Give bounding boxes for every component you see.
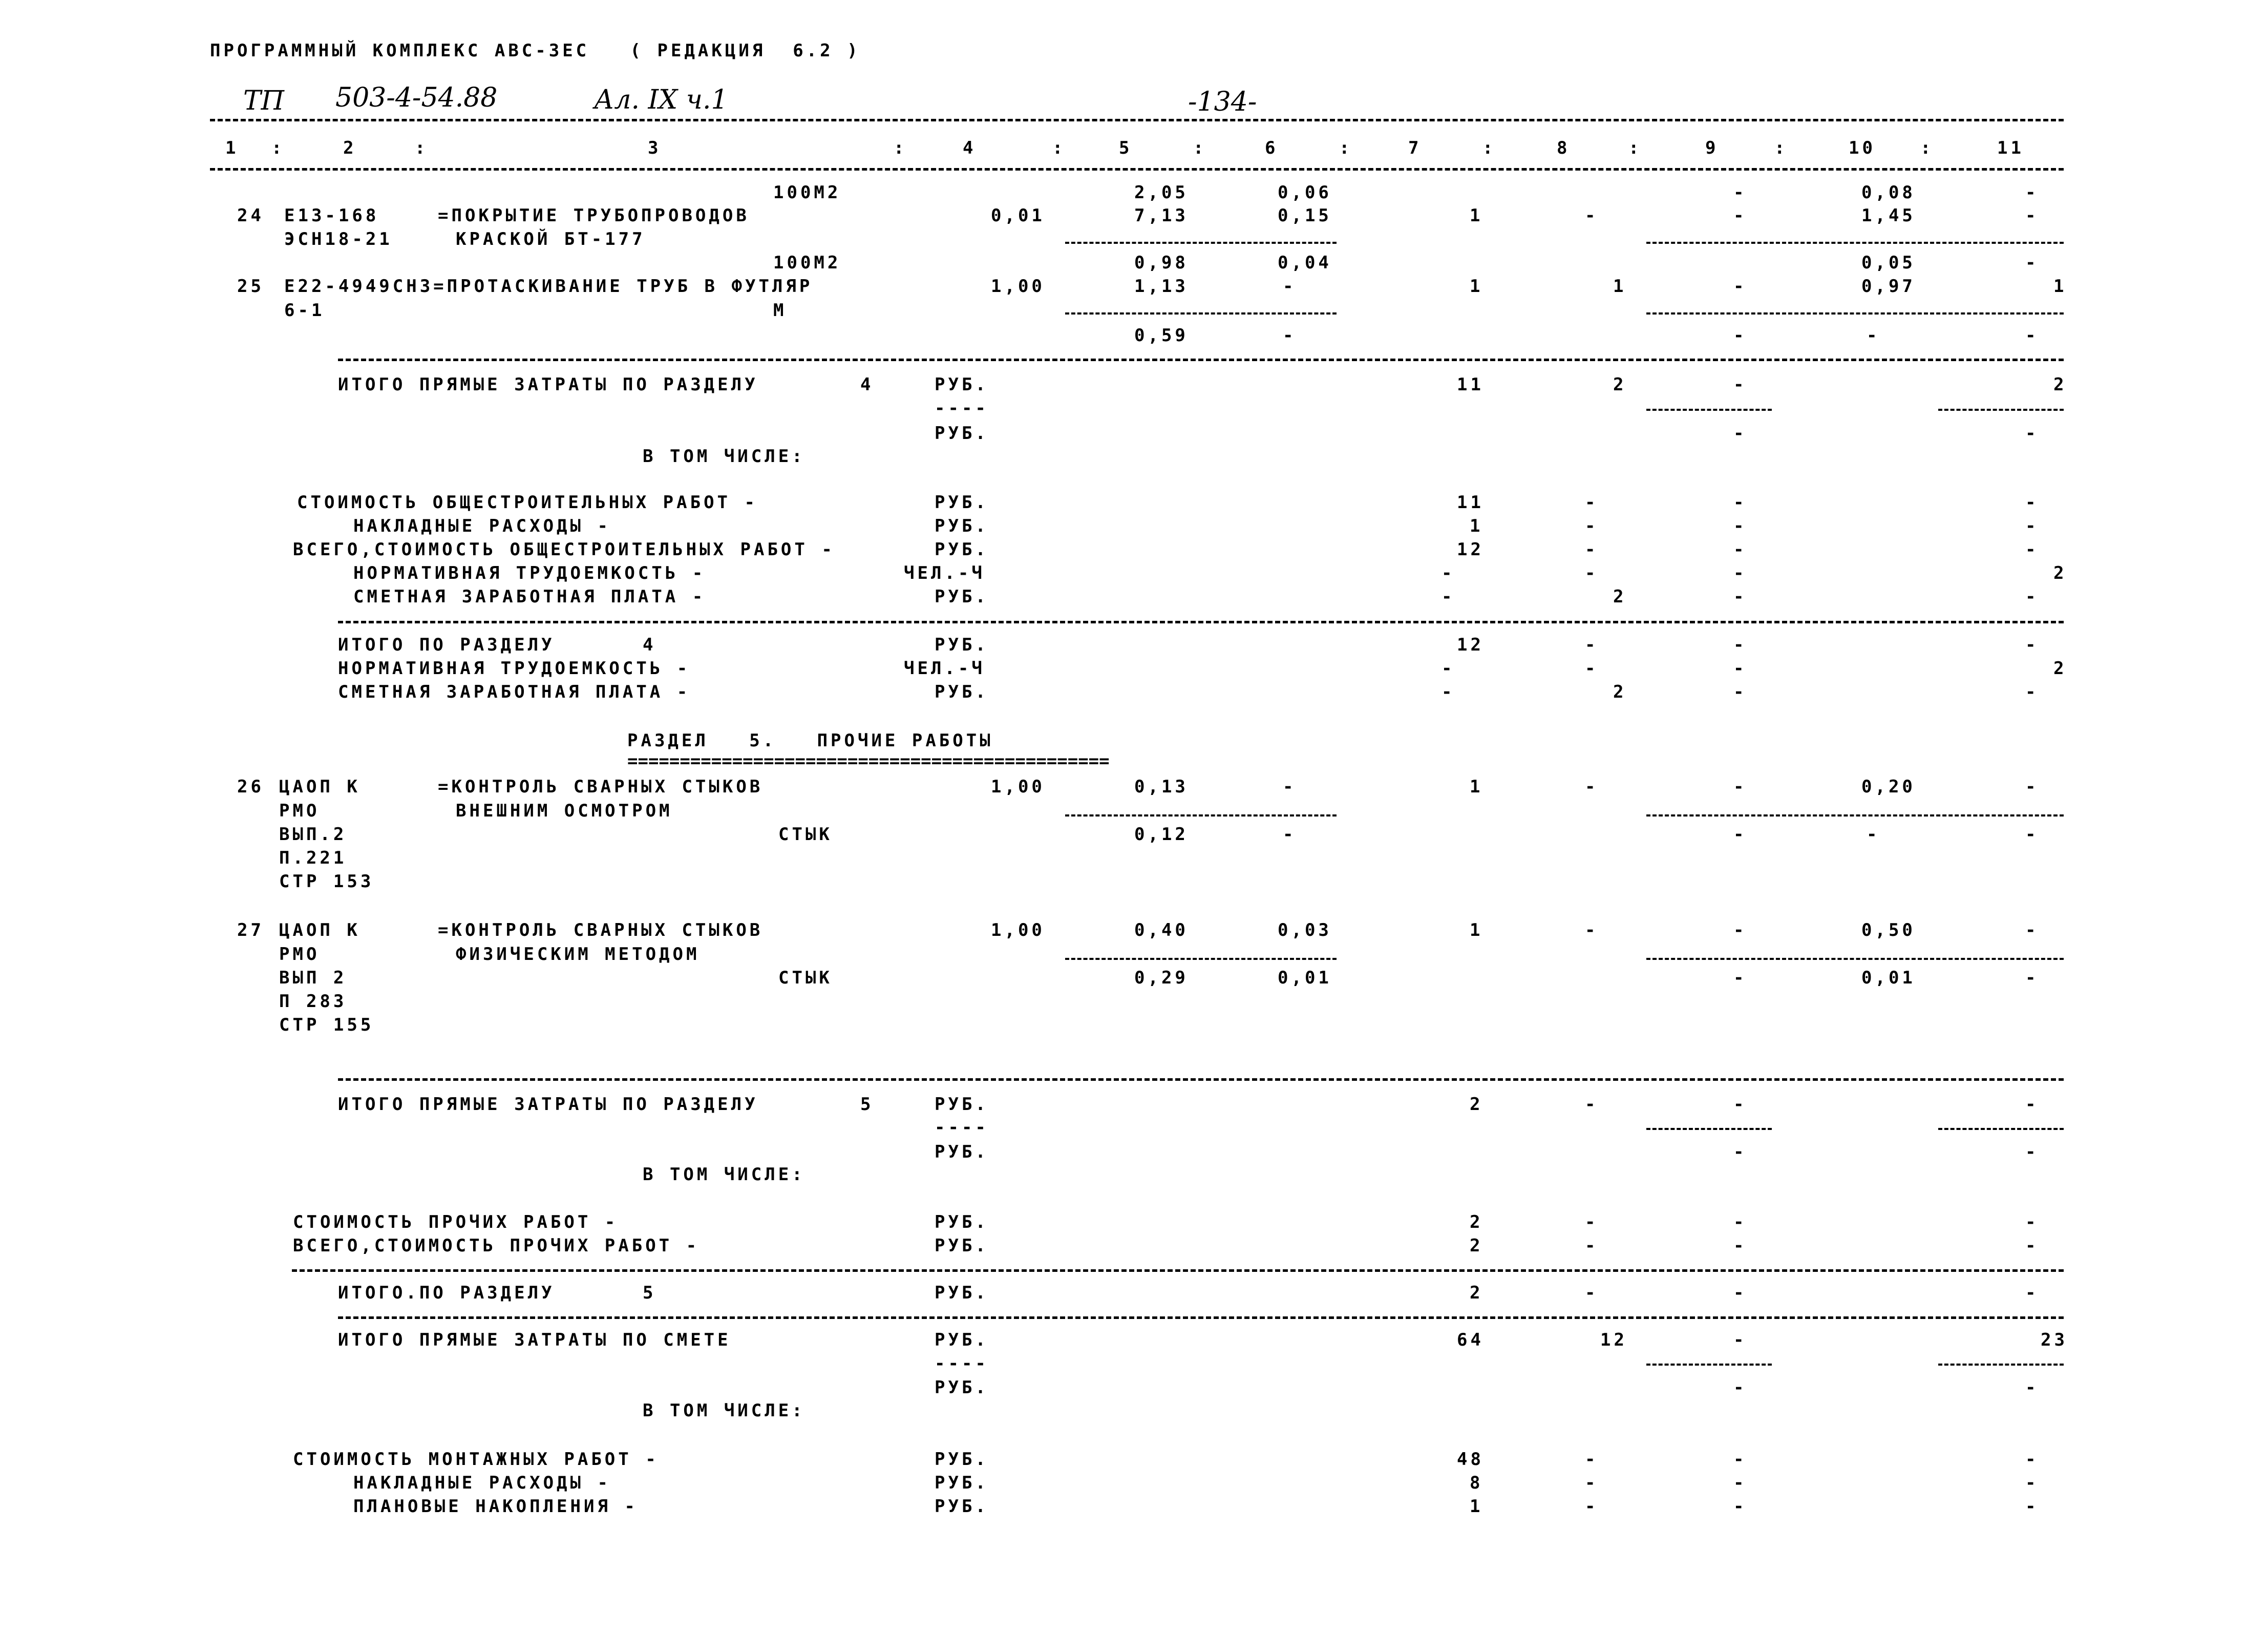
cell-col9: - [1733,374,1747,395]
unit-label: РУБ. [935,1212,989,1232]
work-description: =КОНТРОЛЬ СВАРНЫХ СТЫКОВ [438,777,764,797]
cell-col8: - [1585,658,1599,679]
cell-col5: 1,13 [1134,276,1189,297]
unit-label: РУБ. [935,682,989,702]
cell-col8: - [1585,1212,1599,1232]
section-number: 4 [643,635,656,655]
cell-col9: - [1733,777,1747,797]
cell-col9: - [1733,1377,1747,1398]
unit-label: 100М2 [773,253,841,273]
cell-col11: - [2025,1235,2039,1256]
unit-dash: ---- [935,1353,989,1374]
cell-col5: 0,59 [1134,325,1189,346]
album-label: Ал. IX ч.1 [594,85,728,115]
cell-col9: - [1733,658,1747,679]
column-header: 2 [343,138,357,158]
cell-col11: - [2025,205,2039,226]
cell-col11: - [2025,1212,2039,1232]
cell-col9: - [1733,325,1747,346]
cell-rule [1938,409,2064,411]
cell-col8: 1 [1613,276,1627,297]
cell-col10: 0,08 [1861,182,1916,203]
work-description: КРАСКОЙ БТ-177 [456,229,646,249]
column-header: 10 [1849,138,1876,158]
unit-label: РУБ. [935,1496,989,1517]
cell-col11: - [2025,968,2039,988]
column-header: 8 [1557,138,1571,158]
cell-col7: 8 [1470,1473,1483,1493]
page-number: -134- [1188,87,1257,117]
cell-col6: 0,01 [1278,968,1332,988]
cell-col7: 1 [1470,920,1483,940]
cell-col7: 2 [1470,1283,1483,1303]
cell-col7: - [1442,586,1455,607]
cell-rule [1065,312,1337,315]
section-rule [338,1316,2064,1319]
cell-col11: - [2025,325,2039,346]
unit-label: РУБ. [935,635,989,655]
column-separator: : [1193,138,1207,158]
cell-col8: - [1585,563,1599,583]
cell-col11: - [2025,635,2039,655]
norm-code: ВЫП 2 [279,968,347,988]
cell-rule [1646,1364,1772,1366]
cell-col9: - [1733,1283,1747,1303]
cell-col9: - [1733,682,1747,702]
unit-dash: ---- [935,1117,989,1138]
cell-col6: - [1283,824,1297,845]
total-label: ИТОГО.ПО РАЗДЕЛУ [338,1283,555,1303]
norm-code: ЦАОП К [279,777,361,797]
norm-code: П.221 [279,848,347,868]
unit-label: СТЫК [778,824,833,845]
column-separator: : [1920,138,1934,158]
cell-col6: 0,03 [1278,920,1332,940]
cell-col9: - [1733,968,1747,988]
cell-col10: 0,05 [1861,253,1916,273]
section-rule [338,359,2064,361]
cell-col6: 0,04 [1278,253,1332,273]
cell-col8: - [1585,777,1599,797]
cell-col11: - [2025,1449,2039,1470]
cell-col7: 11 [1457,492,1484,513]
unit-label: ЧЕЛ.-Ч [904,563,985,583]
cell-col9: - [1733,824,1747,845]
cell-col10: 0,20 [1861,777,1916,797]
cell-rule [1938,1364,2064,1366]
unit-label: РУБ. [935,492,989,513]
unit-label: РУБ. [935,516,989,536]
work-description: =ПОКРЫТИЕ ТРУБОПРОВОДОВ [438,205,750,226]
cell-rule [1065,814,1337,816]
cell-col9: - [1733,1330,1747,1350]
cell-col9: - [1733,276,1747,297]
column-separator: : [1774,138,1788,158]
column-separator: : [271,138,285,158]
cell-col10: 0,01 [1861,968,1916,988]
unit-dash: ---- [935,398,989,418]
row-number: 25 [237,276,264,297]
cell-col7: 2 [1470,1094,1483,1115]
cell-rule [1646,242,2064,244]
cell-col7: - [1442,563,1455,583]
unit-label: РУБ. [935,1473,989,1493]
cell-col7: 1 [1470,516,1483,536]
cell-col11: 2 [2053,658,2067,679]
cell-col9: - [1733,1142,1747,1162]
cell-col4: 1,00 [991,276,1045,297]
cell-col10: - [1867,325,1880,346]
cell-col8: - [1585,516,1599,536]
unit-label: РУБ. [935,1377,989,1398]
total-label: ИТОГО ПРЯМЫЕ ЗАТРАТЫ ПО РАЗДЕЛУ [338,1094,758,1115]
doc-number: 503-4-54.88 [335,82,498,113]
cell-col11: 2 [2053,563,2067,583]
cell-col7: 1 [1470,205,1483,226]
cell-col11: 2 [2053,374,2067,395]
program-title: ПРОГРАММНЫЙ КОМПЛЕКС АВС-3ЕС ( РЕДАКЦИЯ 6.2 ) [210,40,861,61]
unit-label: РУБ. [935,1235,989,1256]
section-title-underline: ============================================== [627,751,1110,771]
cell-col8: - [1585,1283,1599,1303]
cell-col8: 12 [1600,1330,1627,1350]
row-number: 26 [237,777,264,797]
unit-label: 100М2 [773,182,841,203]
column-header: 5 [1119,138,1133,158]
cell-col6: - [1283,777,1297,797]
cell-col7: - [1442,658,1455,679]
cell-col11: - [2025,182,2039,203]
section-number: 5 [643,1283,656,1303]
summary-label: ВСЕГО,СТОИМОСТЬ ПРОЧИХ РАБОТ - [293,1235,700,1256]
cell-col9: - [1733,563,1747,583]
cell-col5: 0,13 [1134,777,1189,797]
unit-label: РУБ. [935,423,989,444]
cell-col6: - [1283,325,1297,346]
cell-col10: 1,45 [1861,205,1916,226]
cell-col5: 0,12 [1134,824,1189,845]
total-label: ИТОГО ПО РАЗДЕЛУ [338,635,555,655]
unit-label: СТЫК [778,968,833,988]
cell-col7: 64 [1457,1330,1484,1350]
unit-label: ЧЕЛ.-Ч [904,658,985,679]
cell-col8: 2 [1613,586,1627,607]
cell-col5: 0,40 [1134,920,1189,940]
cell-col5: 7,13 [1134,205,1189,226]
norm-code: РМО [279,944,320,965]
norm-code: СТР 155 [279,1015,374,1035]
cell-col8: - [1585,205,1599,226]
cell-rule [1646,312,2064,315]
cell-col8: - [1585,635,1599,655]
cell-col7: 2 [1470,1235,1483,1256]
cell-col10: 0,50 [1861,920,1916,940]
norm-code: РМО [279,801,320,821]
unit-label: РУБ. [935,1449,989,1470]
cell-col7: 1 [1470,777,1483,797]
summary-label: СТОИМОСТЬ МОНТАЖНЫХ РАБОТ - [293,1449,659,1470]
norm-code: 6-1 [284,300,325,321]
cell-col11: - [2025,253,2039,273]
column-separator: : [1339,138,1353,158]
norm-code: Е13-168 [284,205,379,226]
norm-code: П 283 [279,991,347,1012]
cell-col9: - [1733,920,1747,940]
cell-col10: 0,97 [1861,276,1916,297]
cell-col9: - [1733,423,1747,444]
total-label: НОРМАТИВНАЯ ТРУДОЕМКОСТЬ - [338,658,691,679]
cell-col7: 12 [1457,635,1484,655]
cell-col9: - [1733,516,1747,536]
cell-col7: 11 [1457,374,1484,395]
cell-col8: - [1585,492,1599,513]
summary-label: НАКЛАДНЫЕ РАСХОДЫ - [353,1473,611,1493]
norm-code: ЭСН18-21 [284,229,393,249]
column-header-rule [210,168,2064,171]
cell-col9: - [1733,182,1747,203]
column-header: 1 [225,138,239,158]
column-header: 4 [963,138,977,158]
total-label: СМЕТНАЯ ЗАРАБОТНАЯ ПЛАТА - [338,682,691,702]
cell-col11: 23 [2041,1330,2068,1350]
summary-label: ВСЕГО,СТОИМОСТЬ ОБЩЕСТРОИТЕЛЬНЫХ РАБОТ - [293,539,835,560]
column-header: 6 [1265,138,1279,158]
cell-col11: - [2025,1496,2039,1517]
unit-label: М [773,300,787,321]
including-label: В ТОМ ЧИСЛЕ: [643,1164,806,1185]
cell-col7: 1 [1470,276,1483,297]
column-separator: : [415,138,429,158]
cell-col8: 2 [1613,374,1627,395]
cell-col11: - [2025,1283,2039,1303]
cell-col9: - [1733,1473,1747,1493]
summary-label: СТОИМОСТЬ ОБЩЕСТРОИТЕЛЬНЫХ РАБОТ - [297,492,758,513]
cell-rule [1065,958,1337,960]
cell-col7: 2 [1470,1212,1483,1232]
column-separator: : [1052,138,1066,158]
summary-label: НАКЛАДНЫЕ РАСХОДЫ - [353,516,611,536]
including-label: В ТОМ ЧИСЛЕ: [643,1400,806,1421]
cell-col6: - [1283,276,1297,297]
work-description: ФИЗИЧЕСКИМ МЕТОДОМ [456,944,700,965]
row-number: 27 [237,920,264,940]
cell-rule [1646,958,2064,960]
cell-col8: - [1585,1496,1599,1517]
cell-col7: 48 [1457,1449,1484,1470]
column-header: 7 [1408,138,1422,158]
cell-col4: 1,00 [991,920,1045,940]
cell-col9: - [1733,492,1747,513]
section-rule [292,1269,2064,1272]
cell-col4: 1,00 [991,777,1045,797]
column-separator: : [894,138,907,158]
cell-col7: 12 [1457,539,1484,560]
cell-col9: - [1733,1212,1747,1232]
cell-col11: - [2025,682,2039,702]
cell-col11: - [2025,920,2039,940]
cell-rule [1646,1128,1772,1130]
cell-col8: - [1585,1235,1599,1256]
cell-col11: - [2025,423,2039,444]
unit-label: РУБ. [935,539,989,560]
work-description: Е22-4949СНЗ=ПРОТАСКИВАНИЕ ТРУБ В ФУТЛЯР [284,276,813,297]
cell-col10: - [1867,824,1880,845]
cell-col11: - [2025,516,2039,536]
unit-label: РУБ. [935,1283,989,1303]
cell-col11: - [2025,1377,2039,1398]
section-title: РАЗДЕЛ 5. ПРОЧИЕ РАБОТЫ [627,730,993,751]
column-header: 11 [1997,138,2024,158]
cell-col11: 1 [2053,276,2067,297]
cell-col11: - [2025,1094,2039,1115]
section-rule [338,1078,2064,1081]
cell-col8: - [1585,1094,1599,1115]
unit-label: РУБ. [935,1330,989,1350]
section-number: 4 [860,374,874,395]
column-separator: : [1628,138,1642,158]
cell-rule [1646,814,2064,816]
header-rule [210,119,2064,121]
cell-col9: - [1733,1235,1747,1256]
including-label: В ТОМ ЧИСЛЕ: [643,446,806,467]
cell-col9: - [1733,205,1747,226]
cell-col9: - [1733,1094,1747,1115]
cell-col11: - [2025,824,2039,845]
cell-col9: - [1733,635,1747,655]
cell-col8: - [1585,539,1599,560]
unit-label: РУБ. [935,1142,989,1162]
summary-label: СТОИМОСТЬ ПРОЧИХ РАБОТ - [293,1212,619,1232]
total-label: ИТОГО ПРЯМЫЕ ЗАТРАТЫ ПО СМЕТЕ [338,1330,731,1350]
cell-col8: 2 [1613,682,1627,702]
section-rule [338,621,2064,623]
cell-col7: - [1442,682,1455,702]
column-header: 9 [1705,138,1719,158]
cell-rule [1938,1128,2064,1130]
cell-col11: - [2025,539,2039,560]
unit-label: РУБ. [935,586,989,607]
cell-col8: - [1585,1449,1599,1470]
cell-col6: 0,06 [1278,182,1332,203]
cell-col4: 0,01 [991,205,1045,226]
cell-col8: - [1585,920,1599,940]
cell-col5: 2,05 [1134,182,1189,203]
summary-label: СМЕТНАЯ ЗАРАБОТНАЯ ПЛАТА - [353,586,706,607]
summary-label: ПЛАНОВЫЕ НАКОПЛЕНИЯ - [353,1496,638,1517]
section-number: 5 [860,1094,874,1115]
cell-col11: - [2025,777,2039,797]
cell-col5: 0,29 [1134,968,1189,988]
cell-rule [1065,242,1337,244]
total-label: ИТОГО ПРЯМЫЕ ЗАТРАТЫ ПО РАЗДЕЛУ [338,374,758,395]
column-header: 3 [648,138,662,158]
cell-col9: - [1733,586,1747,607]
norm-code: СТР 153 [279,871,374,892]
cell-col11: - [2025,492,2039,513]
summary-label: НОРМАТИВНАЯ ТРУДОЕМКОСТЬ - [353,563,706,583]
cell-col9: - [1733,1496,1747,1517]
cell-col9: - [1733,539,1747,560]
cell-col11: - [2025,1142,2039,1162]
cell-col7: 1 [1470,1496,1483,1517]
column-separator: : [1482,138,1496,158]
norm-code: ВЫП.2 [279,824,347,845]
cell-col5: 0,98 [1134,253,1189,273]
cell-col11: - [2025,586,2039,607]
cell-col6: 0,15 [1278,205,1332,226]
row-number: 24 [237,205,264,226]
norm-code: ЦАОП К [279,920,361,940]
cell-rule [1646,409,1772,411]
unit-label: РУБ. [935,1094,989,1115]
doc-code: ТП [243,86,285,116]
work-description: ВНЕШНИМ ОСМОТРОМ [456,801,673,821]
cell-col11: - [2025,1473,2039,1493]
unit-label: РУБ. [935,374,989,395]
work-description: =КОНТРОЛЬ СВАРНЫХ СТЫКОВ [438,920,764,940]
cell-col8: - [1585,1473,1599,1493]
cell-col9: - [1733,1449,1747,1470]
